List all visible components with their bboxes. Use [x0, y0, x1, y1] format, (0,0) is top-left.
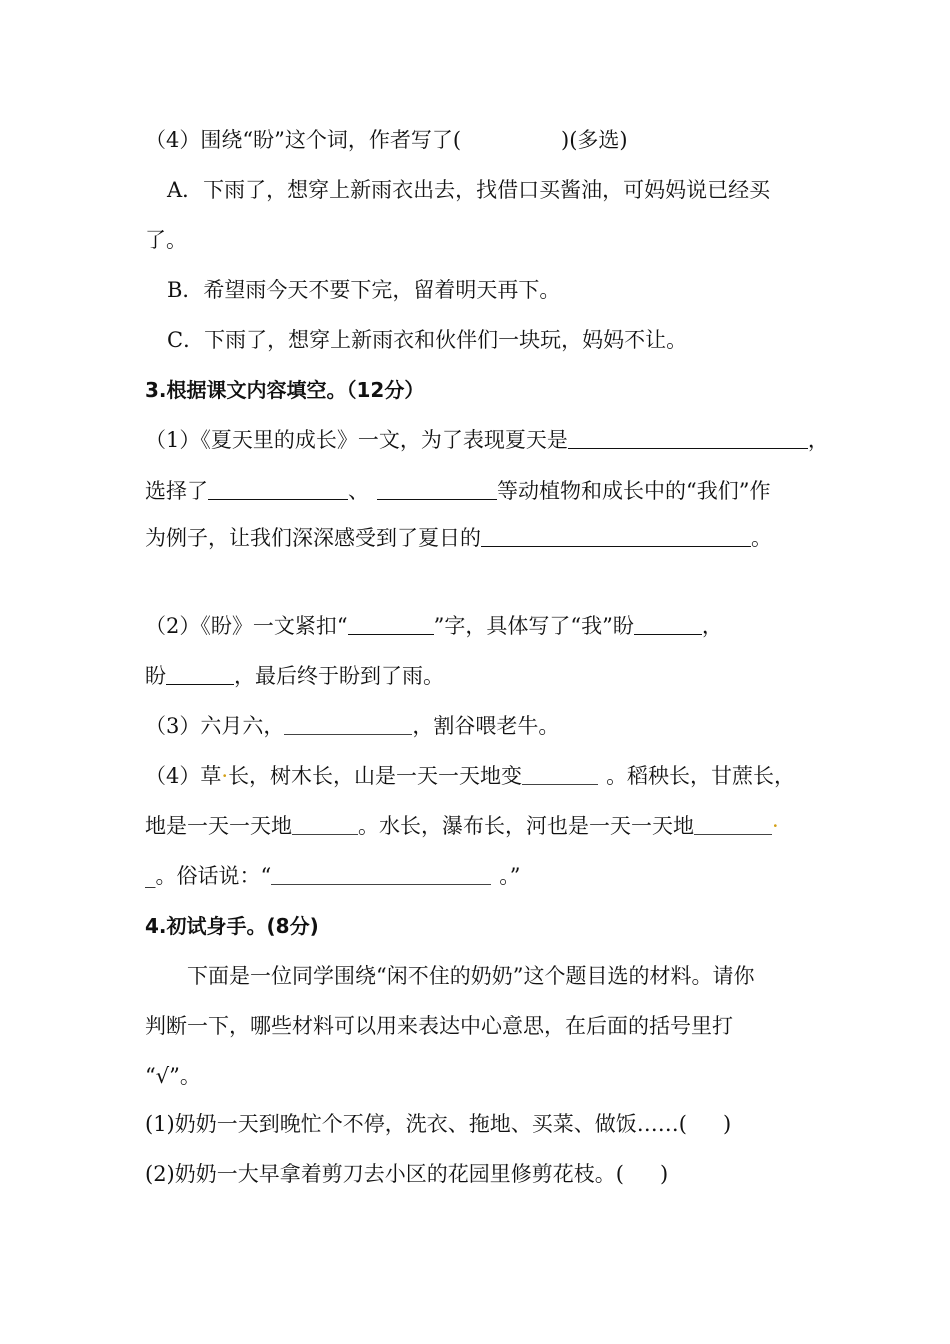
- s3-p4-line3: [145, 862, 521, 890]
- s3-p4-line1: [145, 762, 795, 790]
- s4-intro-line1: 下面是一位同学围绕“闲不住的奶奶”这个题目选的材料。请你: [187, 964, 755, 988]
- s3-p1-line3: [145, 524, 772, 552]
- s3-p4-text-e: 。水长，瀑布长，河也是一天一天地: [358, 814, 694, 838]
- s4-item1: [145, 1110, 731, 1138]
- s4-item2: [145, 1160, 668, 1188]
- s3-p2-text-e: ，最后终于盼到了雨。: [234, 664, 444, 688]
- q4-stem: [145, 126, 628, 154]
- s4-item1-close: ): [722, 1112, 732, 1136]
- q4-option-c-text: C．下雨了，想穿上新雨衣和伙伴们一块玩，妈妈不让。: [167, 328, 688, 352]
- s3-p3-blank[interactable]: [284, 714, 412, 735]
- s3-p2-line2: [145, 662, 444, 690]
- s4-item1-text: (1)奶奶一天到晚忙个不停，洗衣、拖地、买菜、做饭……(: [145, 1112, 687, 1136]
- s3-p1-line2: [145, 477, 770, 505]
- s3-p4-blank3[interactable]: [694, 814, 772, 835]
- s4-intro-line3: “√”。: [145, 1064, 201, 1088]
- s3-p1-text-c: 选择了: [145, 479, 208, 503]
- s3-p1-blank1[interactable]: [568, 428, 808, 449]
- q4-option-a-line2: 了。: [145, 228, 187, 252]
- s3-p1-line1: [145, 426, 829, 454]
- q4-stem-suffix: )(多选): [561, 128, 628, 152]
- q4-option-b-text: B．希望雨今天不要下完，留着明天再下。: [167, 278, 561, 302]
- s3-p1-text-f: 为例子，让我们深深感受到了夏日的: [145, 526, 481, 550]
- s4-item2-text: (2)奶奶一大早拿着剪刀去小区的花园里修剪花枝。(: [145, 1162, 624, 1186]
- q4-option-a: [167, 176, 770, 204]
- q4-option-a-cont: [145, 226, 187, 254]
- s4-item2-close: ): [659, 1162, 669, 1186]
- s3-p1-text-a: （1）《夏天里的成长》一文，为了表现夏天是: [145, 428, 568, 452]
- s3-p4-text-c: 。稻秧长，甘蔗长，: [606, 764, 796, 788]
- s3-p1-blank3[interactable]: [377, 479, 497, 500]
- mark-dot-2: ·: [772, 814, 779, 838]
- s3-p4-line2: [145, 812, 779, 840]
- s3-p2-text-b: ”字，具体写了“我”盼: [433, 614, 634, 638]
- s3-p4-text-b: 长，树木长，山是一天一天地变: [228, 764, 523, 788]
- s3-p1-text-e: 等动植物和成长中的“我们”作: [497, 479, 771, 503]
- s3-p3: [145, 712, 559, 740]
- s3-p4-text-d: 地是一天一天地: [145, 814, 292, 838]
- s3-p3-text-a: （3）六月六，: [145, 714, 285, 738]
- s3-p1-blank2[interactable]: [208, 479, 348, 500]
- s3-p2-line1: [145, 612, 723, 640]
- s3-p1-text-d: 、: [348, 479, 369, 503]
- q4-stem-text: （4）围绕“盼”这个词，作者写了(: [145, 128, 462, 152]
- s3-p2-blank3[interactable]: [166, 664, 234, 685]
- s3-p4-text-g: 。”: [499, 864, 521, 888]
- s3-p2-text-d: 盼: [145, 664, 166, 688]
- s3-p2-text-a: （2）《盼》一文紧扣“: [145, 614, 348, 638]
- s3-p2-blank2[interactable]: [634, 614, 702, 635]
- s3-p2-blank1[interactable]: [348, 614, 434, 635]
- s3-p1-text-b: ，: [807, 428, 829, 452]
- mark-dot-1: ·: [221, 764, 229, 788]
- s3-p3-text-b: ，割谷喂老牛。: [412, 714, 560, 738]
- s3-p1-blank4[interactable]: [481, 526, 751, 547]
- q4-option-b: [167, 276, 560, 304]
- q4-option-a-line1: A．下雨了，想穿上新雨衣出去，找借口买酱油，可妈妈说已经买: [167, 178, 771, 202]
- section3-heading: 3.根据课文内容填空。（12分）: [145, 378, 425, 402]
- s3-p4-text-f: _。俗话说：“: [145, 864, 272, 888]
- s4-intro-line2: 判断一下，哪些材料可以用来表达中心意思，在后面的括号里打: [145, 1014, 733, 1038]
- s3-p1-text-g: 。: [751, 526, 772, 550]
- section4-heading: 4.初试身手。(8分): [145, 914, 319, 938]
- s3-p2-text-c: ，: [701, 614, 723, 638]
- s3-p4-blank1[interactable]: [522, 764, 598, 785]
- s3-p4-blank2[interactable]: [292, 814, 358, 835]
- s3-p4-blank4[interactable]: [271, 864, 491, 885]
- s3-p4-text-a: （4）草: [145, 764, 222, 788]
- q4-option-c: [167, 326, 687, 354]
